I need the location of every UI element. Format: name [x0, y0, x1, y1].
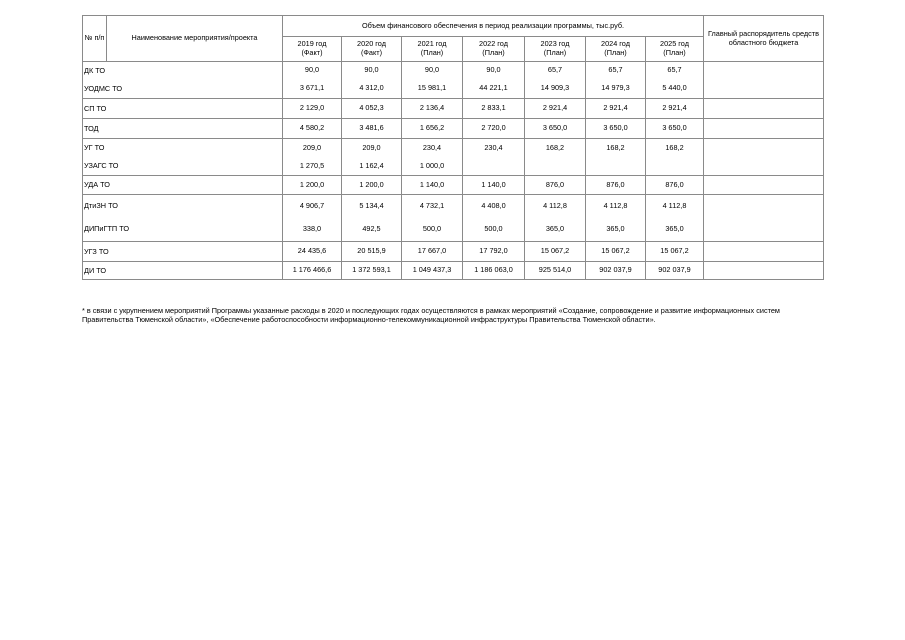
value-cell: 4 732,1 [402, 195, 463, 217]
value-cell: 1 656,2 [402, 119, 463, 139]
value-cell: 2 833,1 [463, 99, 525, 119]
value-cell: 17 667,0 [402, 242, 463, 262]
value-cell: 4 580,2 [283, 119, 342, 139]
header-year [402, 37, 463, 62]
value-cell: 15 067,2 [525, 242, 586, 262]
value-cell: 230,4 [463, 139, 525, 158]
value-cell: 3 671,1 [283, 79, 342, 99]
header-year-label: 2021 год [417, 39, 447, 49]
value-cell: 90,0 [283, 62, 342, 79]
value-cell: 925 514,0 [525, 262, 586, 280]
distributor-cell [704, 176, 824, 195]
value-cell: 2 720,0 [463, 119, 525, 139]
row-name: УГ ТО [84, 143, 105, 152]
header-year [283, 37, 342, 62]
value-cell: 2 129,0 [283, 99, 342, 119]
header-year-kind: (План) [543, 48, 567, 57]
header-year-label: 2024 год [601, 39, 630, 49]
value-cell: 44 221,1 [463, 79, 525, 99]
table-row [83, 62, 824, 79]
value-cell: 15 067,2 [646, 242, 704, 262]
value-cell: 15 067,2 [586, 242, 646, 262]
value-cell: 4 112,8 [525, 195, 586, 217]
value-cell [525, 157, 586, 176]
header-year-label: 2019 год [297, 39, 327, 49]
value-cell: 17 792,0 [463, 242, 525, 262]
value-cell: 876,0 [646, 176, 704, 195]
value-cell: 1 140,0 [402, 176, 463, 195]
name-cell [83, 62, 283, 99]
header-year-kind: (План) [482, 48, 505, 57]
value-cell: 1 270,5 [283, 157, 342, 176]
header-num: № п/п [83, 16, 107, 62]
value-cell: 338,0 [283, 217, 342, 242]
value-cell: 3 650,0 [586, 119, 646, 139]
name-cell [83, 242, 283, 262]
value-cell: 1 049 437,3 [402, 262, 463, 280]
value-cell: 4 906,7 [283, 195, 342, 217]
value-cell: 1 140,0 [463, 176, 525, 195]
value-cell: 876,0 [586, 176, 646, 195]
row-name: ДИПиГТП ТО [84, 224, 129, 233]
name-cell [83, 195, 283, 242]
value-cell: 365,0 [646, 217, 704, 242]
value-cell: 65,7 [586, 62, 646, 79]
value-cell: 15 981,1 [402, 79, 463, 99]
value-cell: 230,4 [402, 139, 463, 158]
header-year-kind: (План) [604, 48, 627, 57]
row-name: СП ТО [84, 104, 107, 113]
value-cell: 209,0 [342, 139, 402, 158]
name-cell [83, 176, 283, 195]
value-cell: 14 909,3 [525, 79, 586, 99]
table-row [83, 242, 824, 262]
footnote: * в связи с укрупнением мероприятий Программы указанные расходы в 2020 и последующих годах осуществляются в рамках мероприятий «Создание, сопровождение и развитие информационных систем Правительства Тюменской области», «Обеспечение работоспособности информационно-телекоммуникационной инфраструктуры Правительства Тюменской области». [82, 306, 780, 325]
value-cell: 2 136,4 [402, 99, 463, 119]
value-cell: 5 134,4 [342, 195, 402, 217]
header-year [525, 37, 586, 62]
value-cell: 2 921,4 [525, 99, 586, 119]
row-name: ДК ТО [84, 66, 106, 75]
value-cell: 20 515,9 [342, 242, 402, 262]
header-year [342, 37, 402, 62]
value-cell: 14 979,3 [586, 79, 646, 99]
distributor-cell [704, 242, 824, 262]
header-year [646, 37, 704, 62]
value-cell: 24 435,6 [283, 242, 342, 262]
value-cell: 1 176 466,6 [283, 262, 342, 280]
table-row [83, 176, 824, 195]
header-year-label: 2023 год [540, 39, 570, 49]
name-cell [83, 262, 283, 280]
value-cell: 168,2 [646, 139, 704, 158]
value-cell [586, 157, 646, 176]
value-cell: 2 921,4 [646, 99, 704, 119]
header-year-kind: (План) [663, 48, 686, 57]
value-cell: 1 000,0 [402, 157, 463, 176]
distributor-cell [704, 139, 824, 176]
value-cell: 168,2 [525, 139, 586, 158]
value-cell: 902 037,9 [586, 262, 646, 280]
value-cell: 500,0 [402, 217, 463, 242]
distributor-cell [704, 62, 824, 99]
value-cell: 902 037,9 [646, 262, 704, 280]
value-cell: 1 372 593,1 [342, 262, 402, 280]
header-year [586, 37, 646, 62]
value-cell: 4 052,3 [342, 99, 402, 119]
distributor-cell [704, 262, 824, 280]
header-year-label: 2020 год [357, 39, 386, 49]
row-name: УДА ТО [84, 180, 110, 189]
value-cell: 3 650,0 [646, 119, 704, 139]
value-cell [463, 157, 525, 176]
value-cell: 65,7 [646, 62, 704, 79]
header-year-kind: (План) [420, 48, 444, 57]
value-cell: 4 112,8 [646, 195, 704, 217]
name-cell [83, 119, 283, 139]
table-row [83, 139, 824, 158]
table-row [83, 99, 824, 119]
value-cell: 3 650,0 [525, 119, 586, 139]
row-name: УОДМС ТО [84, 84, 123, 93]
header-year-label: 2022 год [479, 39, 508, 49]
header-name: Наименование мероприятия/проекта [107, 16, 283, 62]
distributor-cell [704, 195, 824, 242]
header-year-kind: (Факт) [301, 48, 323, 57]
header-main-distributor: Главный распорядитель средств областного бюджета [704, 16, 824, 62]
name-cell [83, 99, 283, 119]
value-cell: 876,0 [525, 176, 586, 195]
table-row [83, 195, 824, 217]
value-cell: 4 312,0 [342, 79, 402, 99]
value-cell: 90,0 [463, 62, 525, 79]
header-financing-period: Объем финансового обеспечения в период реализации программы, тыс.руб. [283, 16, 704, 37]
header-year-kind: (Факт) [360, 48, 383, 57]
value-cell: 65,7 [525, 62, 586, 79]
row-name: ТОД [84, 124, 99, 133]
value-cell: 5 440,0 [646, 79, 704, 99]
name-cell [83, 139, 283, 176]
value-cell: 90,0 [342, 62, 402, 79]
table-row [83, 119, 824, 139]
distributor-cell [704, 119, 824, 139]
table-row [83, 262, 824, 280]
value-cell: 209,0 [283, 139, 342, 158]
distributor-cell [704, 99, 824, 119]
value-cell: 500,0 [463, 217, 525, 242]
value-cell: 365,0 [525, 217, 586, 242]
value-cell: 4 112,8 [586, 195, 646, 217]
value-cell [646, 157, 704, 176]
row-name: УГЗ ТО [84, 247, 109, 256]
value-cell: 168,2 [586, 139, 646, 158]
header-year-label: 2025 год [660, 39, 689, 49]
financing-table [82, 15, 824, 280]
value-cell: 3 481,6 [342, 119, 402, 139]
value-cell: 2 921,4 [586, 99, 646, 119]
value-cell: 1 200,0 [342, 176, 402, 195]
row-name: ДтиЗН ТО [84, 201, 118, 210]
row-name: УЗАГС ТО [84, 161, 119, 170]
value-cell: 1 162,4 [342, 157, 402, 176]
row-name: ДИ ТО [84, 266, 107, 275]
value-cell: 1 200,0 [283, 176, 342, 195]
value-cell: 1 186 063,0 [463, 262, 525, 280]
value-cell: 90,0 [402, 62, 463, 79]
value-cell: 365,0 [586, 217, 646, 242]
value-cell: 4 408,0 [463, 195, 525, 217]
header-year [463, 37, 525, 62]
value-cell: 492,5 [342, 217, 402, 242]
